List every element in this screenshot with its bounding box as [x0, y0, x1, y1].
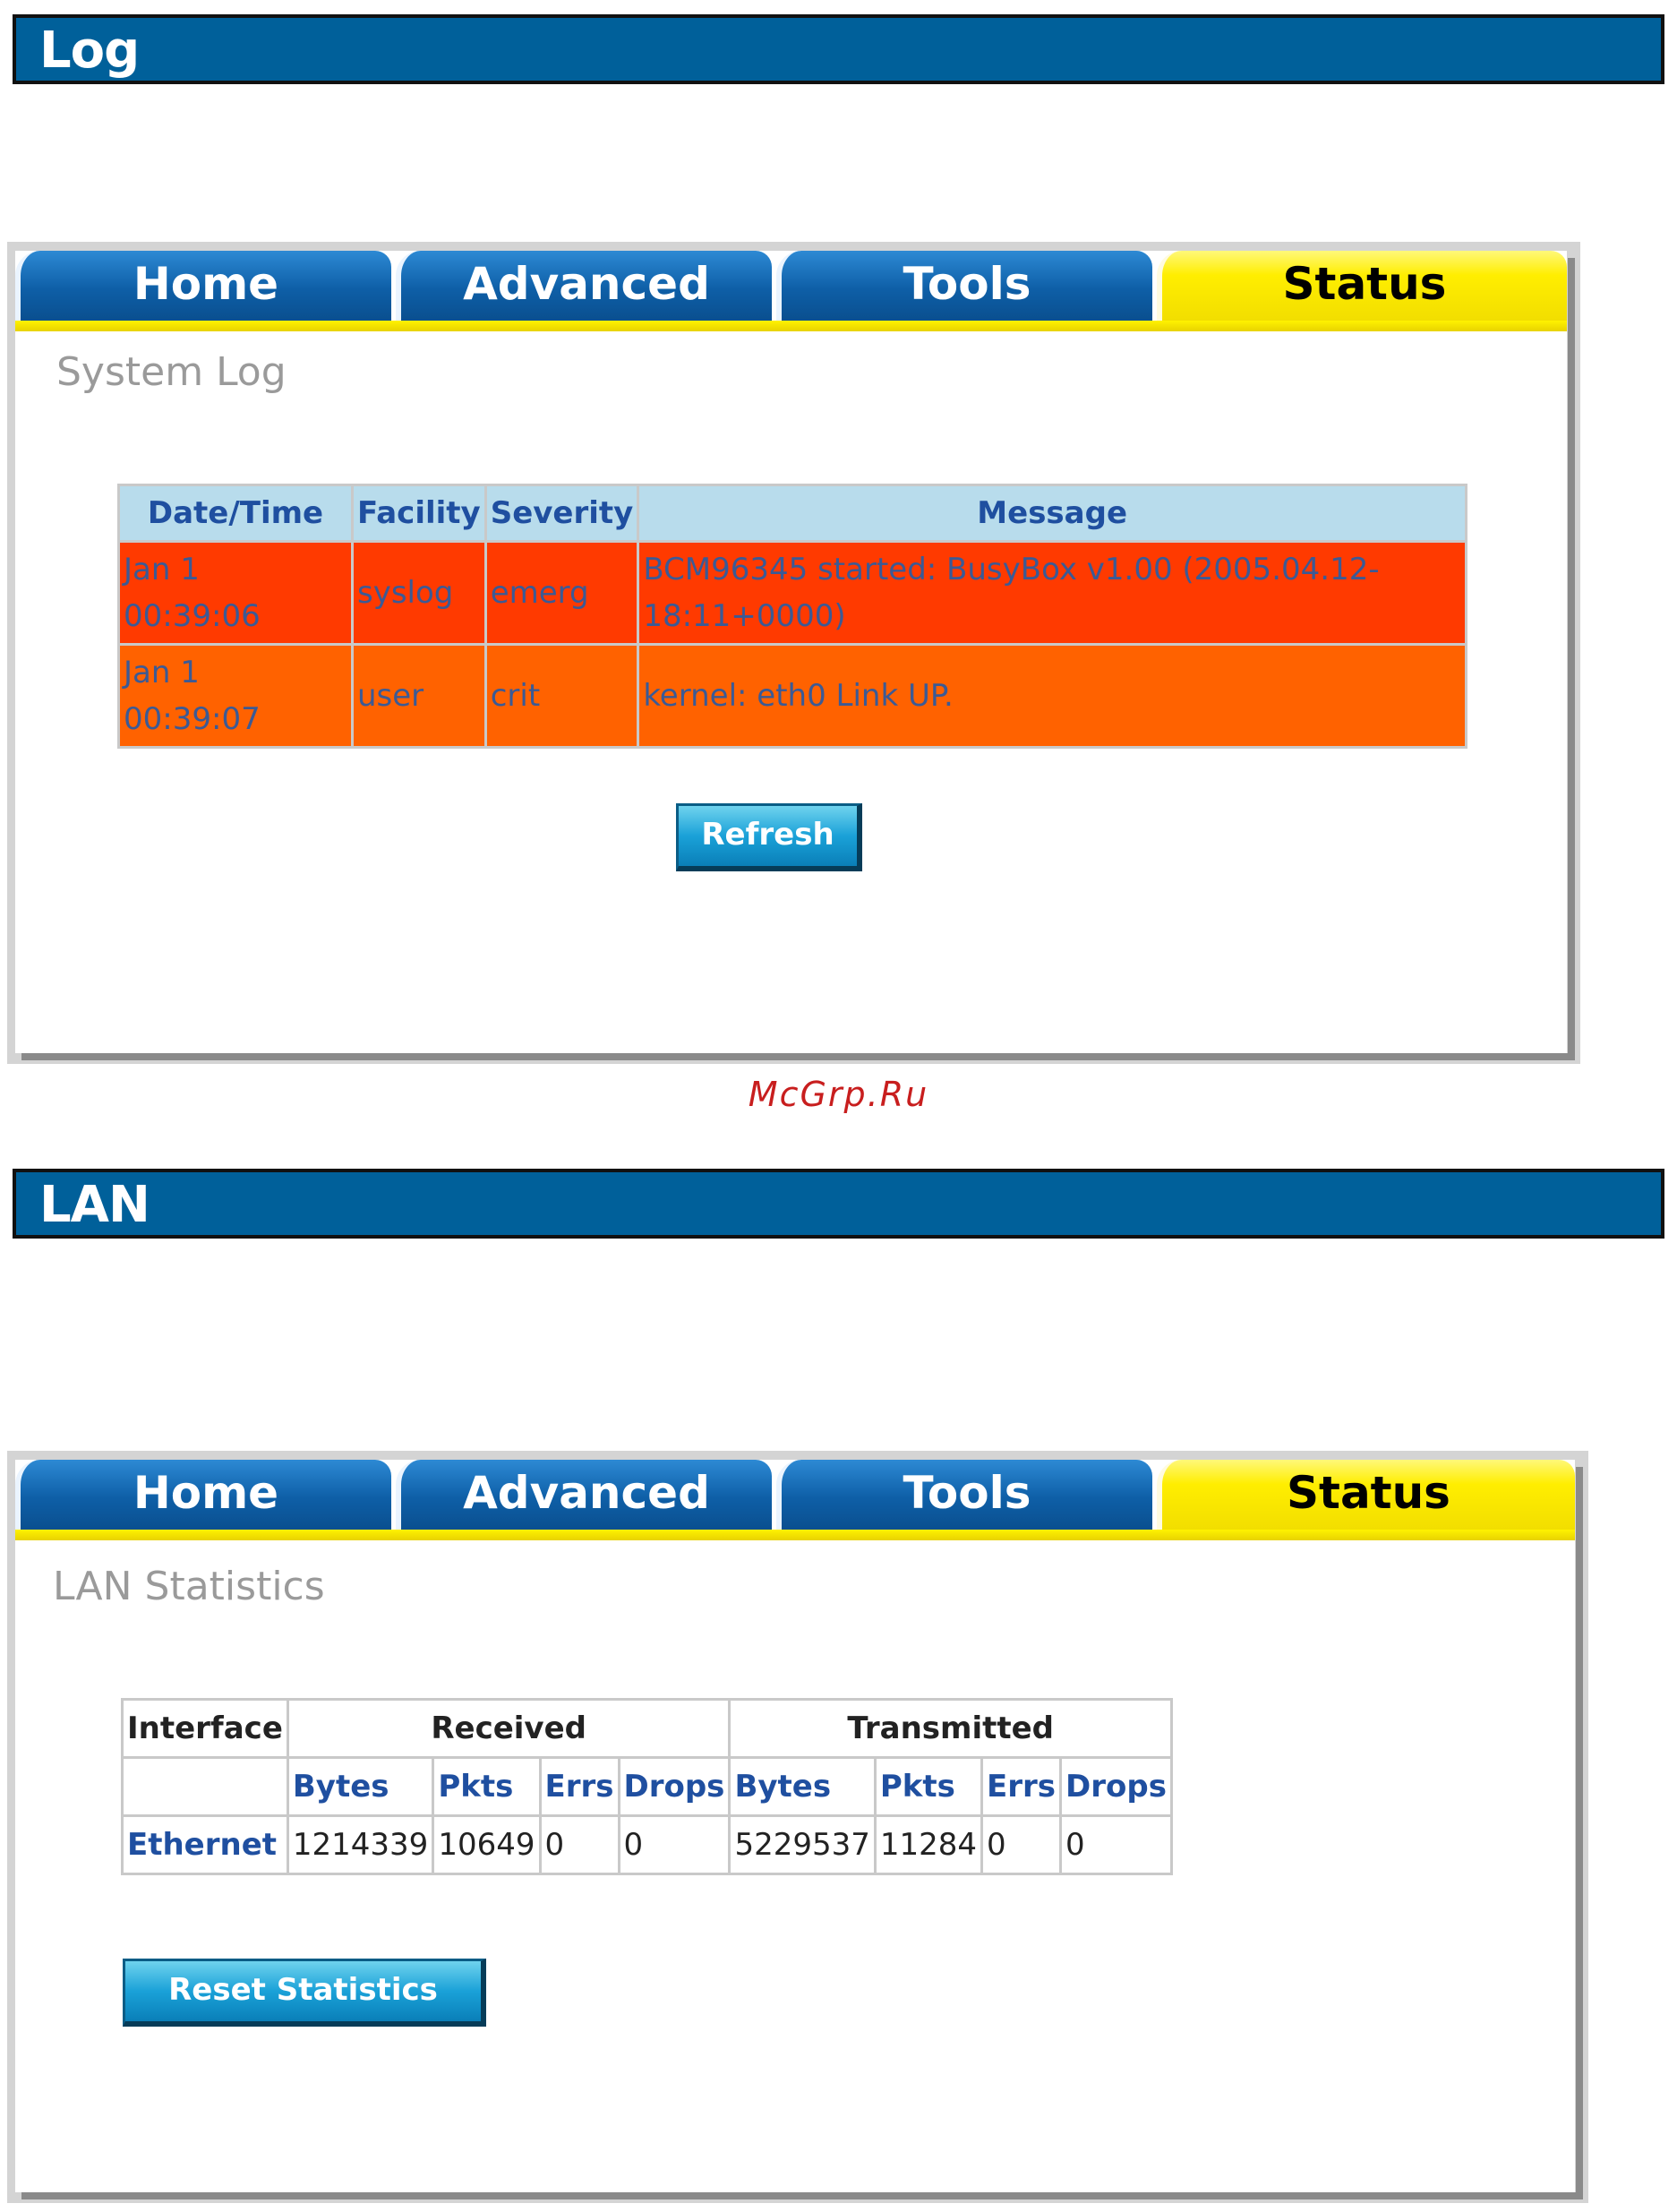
tab-advanced[interactable] — [396, 251, 772, 321]
col-header-transmitted: Transmitted — [730, 1700, 1172, 1758]
window-shadow — [21, 2192, 1583, 2199]
tab-tools-label: Tools — [903, 1467, 1031, 1519]
subheader-rx-errs: Errs — [540, 1758, 619, 1816]
tx-bytes-value: 5229537 — [730, 1816, 875, 1874]
tab-home-label: Home — [133, 1467, 279, 1519]
log-banner-title: Log — [39, 21, 140, 80]
system-log-panel — [15, 251, 1567, 1053]
tab-advanced-label: Advanced — [463, 258, 710, 310]
rx-errs-value: 0 — [540, 1816, 619, 1874]
log-date: Jan 1 — [124, 552, 200, 587]
col-header-interface: Interface — [123, 1700, 288, 1758]
tab-status[interactable] — [1157, 1460, 1575, 1530]
rx-bytes-value: 1214339 — [287, 1816, 432, 1874]
subheader-rx-bytes: Bytes — [287, 1758, 432, 1816]
tab-home[interactable] — [15, 251, 391, 321]
log-time: 00:39:06 — [124, 598, 261, 634]
lan-statistics-panel — [15, 1460, 1575, 2192]
log-facility: user — [353, 645, 486, 748]
table-row — [119, 645, 1467, 748]
log-date: Jan 1 — [124, 655, 200, 690]
log-message: BCM96345 started: BusyBox v1.00 (2005.04.12-18:11+0000) — [638, 542, 1467, 645]
log-datetime-cell — [119, 645, 353, 748]
watermark-text: McGrp.Ru — [748, 1075, 929, 1114]
subheader-tx-bytes: Bytes — [730, 1758, 875, 1816]
tx-errs-value: 0 — [982, 1816, 1061, 1874]
log-severity: crit — [485, 645, 638, 748]
rx-drops-value: 0 — [619, 1816, 730, 1874]
log-time: 00:39:07 — [124, 701, 261, 737]
lan-statistics-window — [7, 1451, 1588, 2203]
col-header-severity: Severity — [485, 485, 638, 542]
col-header-received: Received — [287, 1700, 730, 1758]
system-log-table — [117, 484, 1467, 749]
subheader-tx-drops: Drops — [1061, 1758, 1172, 1816]
reset-statistics-button[interactable]: Reset Statistics — [123, 1959, 486, 2027]
lan-statistics-table — [121, 1698, 1173, 1875]
interface-name: Ethernet — [123, 1816, 288, 1874]
log-datetime-cell — [119, 542, 353, 645]
subheader-tx-pkts: Pkts — [875, 1758, 981, 1816]
tx-drops-value: 0 — [1061, 1816, 1172, 1874]
subheader-tx-errs: Errs — [982, 1758, 1061, 1816]
window-shadow — [21, 1053, 1575, 1060]
col-header-datetime: Date/Time — [119, 485, 353, 542]
subheader-rx-pkts: Pkts — [433, 1758, 540, 1816]
window-shadow — [1568, 258, 1575, 1057]
lan-section-banner — [13, 1169, 1664, 1239]
table-row — [119, 542, 1467, 645]
main-nav-tabs — [15, 251, 1567, 328]
tab-status[interactable] — [1157, 251, 1567, 321]
col-header-facility: Facility — [353, 485, 486, 542]
rx-pkts-value: 10649 — [433, 1816, 540, 1874]
subheader-row — [123, 1758, 1172, 1816]
page-title: LAN Statistics — [53, 1564, 325, 1609]
empty-cell — [123, 1758, 288, 1816]
tx-pkts-value: 11284 — [875, 1816, 981, 1874]
window-shadow — [1576, 1467, 1583, 2196]
tab-tools[interactable] — [776, 1460, 1152, 1530]
tab-advanced-label: Advanced — [463, 1467, 710, 1519]
tab-home[interactable] — [15, 1460, 391, 1530]
tab-underline — [15, 321, 1567, 331]
table-row — [123, 1816, 1172, 1874]
tab-status-label: Status — [1287, 1467, 1450, 1519]
tab-tools-label: Tools — [903, 258, 1031, 310]
refresh-button[interactable]: Refresh — [676, 803, 862, 871]
subheader-rx-drops: Drops — [619, 1758, 730, 1816]
log-section-banner — [13, 14, 1664, 84]
page-title: System Log — [56, 349, 287, 395]
tab-home-label: Home — [133, 258, 279, 310]
tab-advanced[interactable] — [396, 1460, 772, 1530]
log-message: kernel: eth0 Link UP. — [638, 645, 1467, 748]
lan-banner-title: LAN — [39, 1176, 150, 1234]
tab-underline — [15, 1530, 1575, 1540]
tab-status-label: Status — [1282, 258, 1447, 310]
log-facility: syslog — [353, 542, 486, 645]
tab-tools[interactable] — [776, 251, 1152, 321]
col-header-message: Message — [638, 485, 1467, 542]
log-severity: emerg — [485, 542, 638, 645]
system-log-window — [7, 242, 1580, 1064]
main-nav-tabs — [15, 1460, 1575, 1537]
